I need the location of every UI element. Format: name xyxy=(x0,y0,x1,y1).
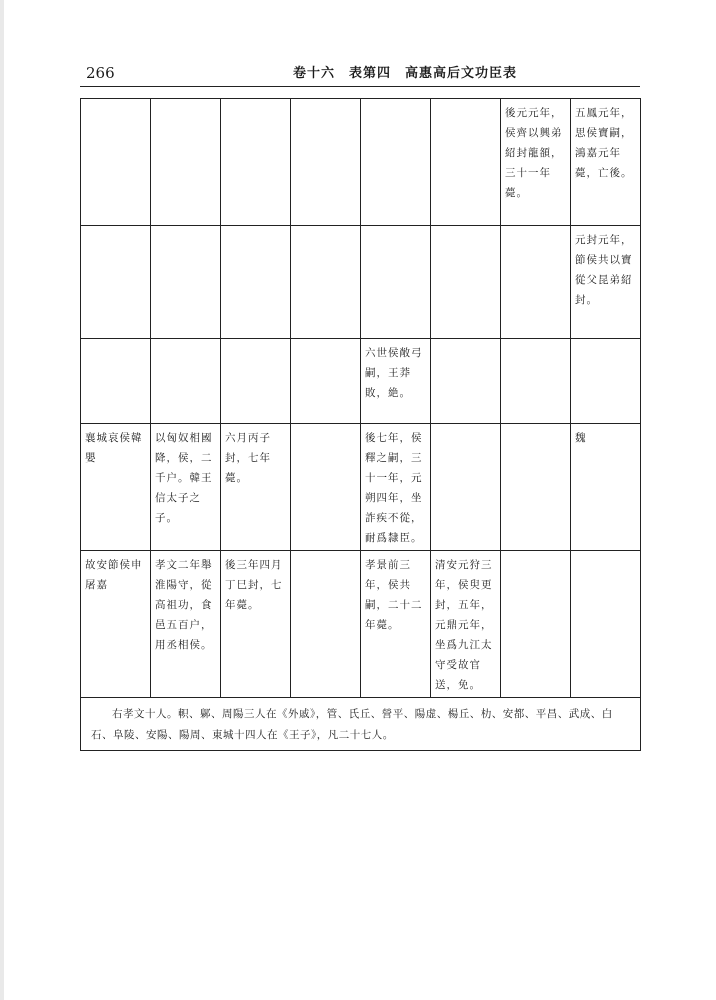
table-cell: 魏 xyxy=(571,424,641,551)
table-cell: 元封元年，節侯共以寶從父昆弟紹封。 xyxy=(571,226,641,339)
table-cell: 五鳳元年，思侯寶嗣，鴻嘉元年薨，亡後。 xyxy=(571,99,641,226)
table-cell xyxy=(151,226,221,339)
table-cell xyxy=(291,339,361,424)
table-cell: 孝文二年舉淮陽守，從高祖功，食邑五百户，用丞相侯。 xyxy=(151,551,221,698)
vassal-table xyxy=(80,98,641,751)
table-cell xyxy=(571,551,641,698)
table-cell xyxy=(501,226,571,339)
table-cell xyxy=(571,339,641,424)
table-cell: 襄城哀侯韓嬰 xyxy=(81,424,151,551)
table-cell xyxy=(361,99,431,226)
table-cell: 後七年，侯釋之嗣，三十一年，元朔四年，坐詐疾不從，耐爲隸臣。 xyxy=(361,424,431,551)
table-cell xyxy=(431,424,501,551)
table-row xyxy=(81,424,641,551)
table-cell: 以匈奴相國降，侯，二千户。韓王信太子之子。 xyxy=(151,424,221,551)
table-cell xyxy=(361,226,431,339)
page-number: 266 xyxy=(86,64,115,82)
table-row xyxy=(81,99,641,226)
table-cell xyxy=(81,99,151,226)
table-cell xyxy=(431,99,501,226)
table-cell xyxy=(291,424,361,551)
table-cell: 孝景前三年，侯共嗣，二十二年薨。 xyxy=(361,551,431,698)
book-spine-shadow xyxy=(0,0,4,1000)
table-cell xyxy=(501,339,571,424)
note-text: 右孝文十人。軹、鄡、周陽三人在《外戚》，管、氏丘、營平、陽虚、楊丘、朸、安都、平昌、武成、白石、阜陵、安陽、陽周、東城十四人在《王子》，凡二十七人。 xyxy=(91,708,613,741)
table-cell xyxy=(221,226,291,339)
table-cell xyxy=(501,551,571,698)
table-cell: 清安元狩三年，侯臾更封，五年，元鼎元年，坐爲九江太守受故官送，免。 xyxy=(431,551,501,698)
table-cell xyxy=(291,226,361,339)
table-cell xyxy=(431,226,501,339)
table-cell xyxy=(291,551,361,698)
table-cell xyxy=(291,99,361,226)
table-cell: 故安節侯申屠嘉 xyxy=(81,551,151,698)
table-note xyxy=(81,698,641,751)
table-cell xyxy=(81,339,151,424)
table-cell xyxy=(151,99,221,226)
table-note-row xyxy=(81,698,641,751)
table-cell: 後元元年，侯齊以興弟紹封龍頟，三十一年薨。 xyxy=(501,99,571,226)
table-cell xyxy=(151,339,221,424)
running-head: 卷十六 表第四 高惠高后文功臣表 xyxy=(292,66,517,81)
table-row xyxy=(81,226,641,339)
table-cell xyxy=(221,99,291,226)
table-cell xyxy=(501,424,571,551)
header-rule xyxy=(80,86,640,87)
table-cell xyxy=(431,339,501,424)
table-cell: 六世侯敞弓嗣，王莽敗，絶。 xyxy=(361,339,431,424)
table-row xyxy=(81,551,641,698)
table-cell xyxy=(81,226,151,339)
table-cell: 後三年四月丁巳封，七年薨。 xyxy=(221,551,291,698)
table-cell: 六月丙子封，七年薨。 xyxy=(221,424,291,551)
table-cell xyxy=(221,339,291,424)
table-row xyxy=(81,339,641,424)
